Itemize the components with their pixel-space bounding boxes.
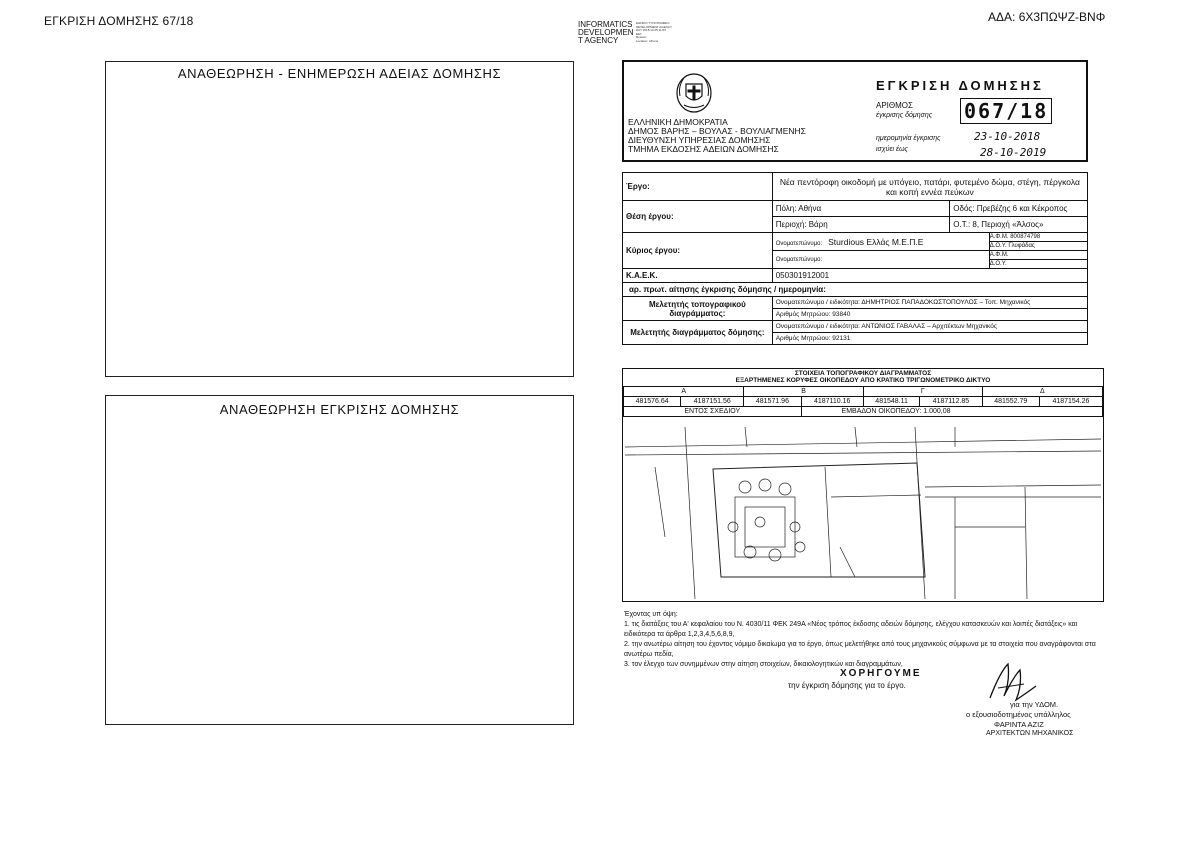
city-value: Πόλη: Αθήνα: [772, 201, 950, 217]
coord-value: 481552.79: [982, 397, 1039, 407]
approval-revision-box: [105, 395, 574, 725]
number-sublabel: έγκρισης δόμησης: [876, 112, 933, 119]
owner-name-cell: [773, 233, 990, 251]
stamp-detail: EET: [636, 31, 642, 36]
revision-update-box: [105, 61, 574, 377]
approval-revision-title: ΑΝΑΘΕΩΡΗΣΗ ΕΓΚΡΙΣΗΣ ΔΟΜΗΣΗΣ: [219, 402, 460, 417]
doy-value: Γλυφάδας: [1008, 243, 1035, 249]
corner-label: Α: [624, 387, 744, 397]
org-line: ΤΜΗΜΑ ΕΚΔΟΣΗΣ ΑΔΕΙΩΝ ΔΟΜΗΣΗΣ: [628, 144, 779, 154]
owner-name-label: Ονοματεπώνυμο:: [775, 240, 823, 247]
permit-header: [622, 60, 1088, 162]
handwritten-signature: [980, 662, 1040, 704]
topographic-section: [622, 368, 1104, 602]
topo-engineer-name: Ονοματεπώνυμο / ειδικότητα: ΔΗΜΗΤΡΙΟΣ ΠΑΠΑΔΟΚΩΣΤΟΠΟΥΛΟΣ – Τοπ. Μηχανικός: [773, 297, 1087, 309]
stamp-line: INFORMATICS: [578, 20, 633, 29]
topo-subheading: ΕΞΑΡΤΗΜΕΝΕΣ ΚΟΡΥΦΕΣ ΟΙΚΟΠΕΔΟΥ ΑΠΟ ΚΡΑΤΙΚΟ ΤΡΙΓΩΝΟΜΕΤΡΙΚΟ ΔΙΚΤΥΟ: [735, 377, 991, 384]
org-line: ΔΗΜΟΣ ΒΑΡΗΣ – ΒΟΥΛΑΣ - ΒΟΥΛΙΑΓΜΕΝΗΣ: [628, 126, 806, 136]
corner-label: Β: [744, 387, 864, 397]
sign-role: ο εξουσιοδοτημένος υπάλληλος: [966, 710, 1071, 719]
greek-emblem-icon: [674, 72, 714, 114]
coord-value: 4187112.85: [920, 397, 982, 407]
area-value: Περιοχή: Βάρη: [772, 217, 950, 233]
doy2-label: Δ.Ο.Υ.: [989, 261, 1007, 267]
stamp-detail: Reason: [636, 35, 647, 39]
topo-engineer-label: Μελετητής τοπογραφικού διαγράμματος:: [623, 297, 773, 321]
corner-label: Δ: [982, 387, 1102, 397]
signer-name: ΦΑΡΙΝΤΑ ΑΖΙΖ: [994, 720, 1044, 729]
issue-date: 23-10-2018: [974, 130, 1041, 143]
afm2-label: Α.Φ.Μ.: [990, 251, 1087, 260]
plan-engineer-reg: Αριθμός Μητρώου: 92131: [775, 335, 851, 342]
grant-substatement: την έγκριση δόμησης για το έργο.: [788, 681, 906, 690]
valid-until-date: 28-10-2019: [980, 146, 1047, 159]
digital-signature-details: [636, 22, 696, 43]
issue-date-label: ημερομηνία έγκρισης: [876, 135, 941, 142]
org-line: ΔΙΕΥΘΥΝΣΗ ΥΠΗΡΕΣΙΑΣ ΔΟΜΗΣΗΣ: [628, 135, 771, 145]
stamp-line: T AGENCY: [578, 36, 619, 45]
ot-value: Ο.Τ.: 8, Περιοχή «Άλσος»: [950, 217, 1088, 233]
afm-label: Α.Φ.Μ.: [989, 234, 1009, 240]
stamp-detail: DEVELOPMENT AGENCY: [636, 24, 672, 29]
project-info-table: [622, 172, 1088, 345]
owner-tax-cell: [989, 233, 1087, 251]
kaek-label: Κ.Α.Ε.Κ.: [623, 269, 773, 283]
owner-label: Κύριος έργου:: [623, 233, 773, 269]
project-description: Νέα πεντόροφη οικοδομή με υπόγειο, πατάρι, φυτεμένο δώμα, στέγη, πέργκολα και κοπή εννέα πεύκων: [772, 173, 1087, 201]
ada-code: ΑΔΑ: 6Χ3ΠΩΨΖ-ΒΝΦ: [988, 10, 1106, 24]
street-value: Οδός: Πρεβέζης 6 και Κέκροπος: [950, 201, 1088, 217]
coord-value: 481548.11: [863, 397, 919, 407]
permit-number: 067/18: [960, 98, 1052, 124]
corner-label: Γ: [863, 387, 982, 397]
plan-engineer-name: Ονοματεπώνυμο / ειδικότητα: ΑΝΤΩΝΙΟΣ ΓΑΒΑΛΑΣ – Αρχιτέκτων Μηχανικός: [773, 321, 1087, 333]
revision-update-title: ΑΝΑΘΕΩΡΗΣΗ - ΕΝΗΜΕΡΩΣΗ ΑΔΕΙΑΣ ΔΟΜΗΣΗΣ: [177, 66, 502, 81]
permit-title: ΕΓΚΡΙΣΗ ΔΟΜΗΣΗΣ: [876, 78, 1044, 93]
legal-item: 3. τον έλεγχο των συνημμένων στην αίτηση στοιχείων, δικαιολογητικών και διαγραμμάτων,: [624, 661, 903, 668]
application-label: αρ. πρωτ. αίτησης έγκρισης δόμησης / ημερομηνία:: [623, 283, 1088, 297]
signature-stamp-label: [578, 21, 634, 45]
site-plan-drawing: [625, 427, 1101, 599]
plot-area: ΕΜΒΑΔΟΝ ΟΙΚΟΠΕΔΟΥ: 1.000,08: [801, 407, 1102, 417]
coord-value: 4187151.56: [681, 397, 744, 407]
signer-title: ΑΡΧΙΤΕΚΤΩΝ ΜΗΧΑΝΙΚΟΣ: [986, 730, 1074, 737]
location-label: Θέση έργου:: [623, 201, 773, 233]
coordinates-table: [623, 386, 1103, 417]
owner-name2-label: Ονοματεπώνυμο:: [775, 256, 823, 263]
org-line: ΕΛΛΗΝΙΚΗ ΔΗΜΟΚΡΑΤΙΑ: [628, 117, 728, 127]
legal-item: 2. την ανωτέρω αίτηση του έχοντος νόμιμο δικαίωμα για το έργο, όπως μελετήθηκε από τους μηχανικούς σύμφωνα με τα στοιχεία που αναγράφονται στα ανωτέρω πεδία,: [624, 641, 1096, 658]
legal-intro: Έχοντας υπ όψη:: [624, 611, 678, 618]
stamp-line: DEVELOPMEN: [578, 28, 634, 37]
owner-name: Sturdious Ελλάς Μ.Ε.Π.Ε: [828, 236, 924, 247]
coord-value: 481576.64: [624, 397, 681, 407]
valid-until-label: ισχύει έως: [876, 146, 908, 153]
coord-value: 4187110.16: [801, 397, 863, 407]
doy-label: Δ.Ο.Υ.: [989, 243, 1007, 249]
topo-heading: ΣΤΟΙΧΕΙΑ ΤΟΠΟΓΡΑΦΙΚΟΥ ΔΙΑΓΡΑΜΜΑΤΟΣ: [794, 370, 932, 377]
kaek-value: 050301912001: [772, 269, 1087, 283]
topo-engineer-reg: Αριθμός Μητρώου: 93840: [775, 311, 851, 318]
plan-status: ΕΝΤΟΣ ΣΧΕΔΙΟΥ: [624, 407, 802, 417]
number-label: ΑΡΙΘΜΟΣ: [876, 101, 913, 110]
stamp-detail: DAY 2018.10.25 11:53: [636, 28, 666, 32]
legal-basis-text: [624, 610, 1104, 670]
legal-item: 1. τις διατάξεις του Α' κεφαλαίου του Ν. 4030/11 ΦΕΚ 249Α «Νέος τρόπος έκδοσης αδειών δόμησης, ελέγχου κατασκευών και λοιπές διατάξεις» και ειδικότερα τα άρθρα 1,2,3,4,5,6,8,9,: [624, 621, 1078, 638]
sign-for: για την ΥΔΟΜ.: [1010, 700, 1059, 709]
coord-value: 4187154.26: [1039, 397, 1102, 407]
document-title: ΕΓΚΡΙΣΗ ΔΟΜΗΣΗΣ 67/18: [44, 14, 194, 28]
coord-value: 481571.96: [744, 397, 801, 407]
project-label: Έργο:: [623, 173, 773, 201]
grant-statement: ΧΟΡΗΓΟΥΜΕ: [840, 668, 922, 679]
afm-value: 800874798: [1010, 234, 1041, 240]
plan-engineer-label: Μελετητής διαγράμματος δόμησης:: [623, 321, 773, 345]
stamp-detail: Location: Athens: [636, 38, 659, 43]
stamp-detail: ΕΘΝΙΚΟ ΤΥΠΟΓΡΑΦΕΙΟ: [636, 21, 670, 25]
